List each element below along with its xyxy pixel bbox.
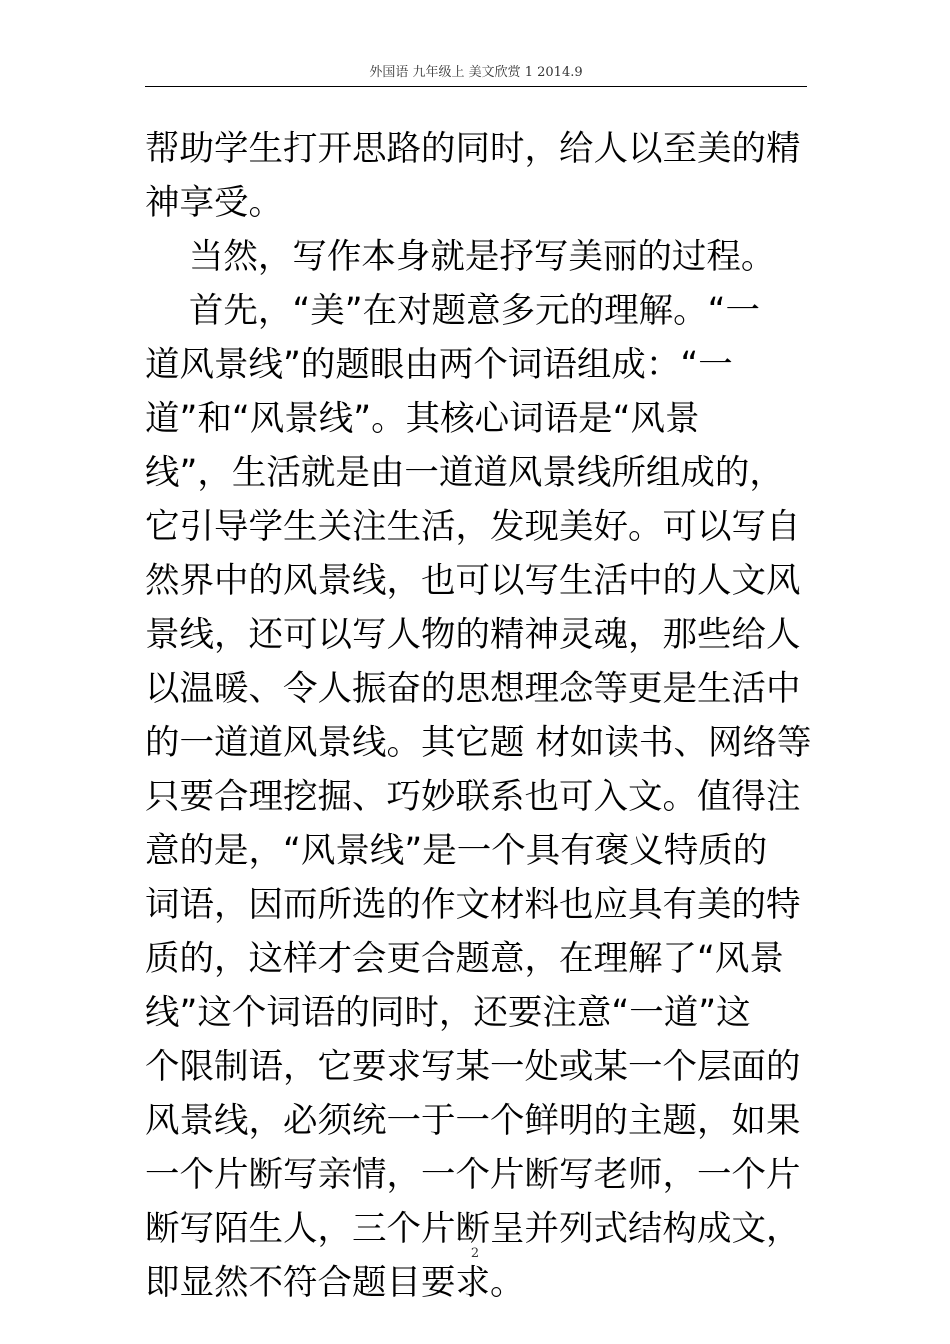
text-line: 道风景线”的题眼由两个词语组成：“一: [145, 345, 733, 385]
text-line: 首先，“美”在对题意多元的理解。“一: [145, 291, 760, 331]
header-divider: [145, 86, 807, 87]
text-line: 帮助学生打开思路的同时，给人以至美的精: [145, 129, 801, 169]
text-line: 只要合理挖掘、巧妙联系也可入文。值得注: [145, 777, 801, 817]
text-line: 意的是，“风景线”是一个具有褒义特质的: [145, 831, 768, 871]
page-number: 2: [470, 1246, 480, 1261]
text-line: 以温暖、令人振奋的思想理念等更是生活中: [145, 669, 801, 709]
text-line: 个限制语，它要求写某一处或某一个层面的: [145, 1047, 801, 1087]
text-line: 然界中的风景线，也可以写生活中的人文风: [145, 561, 801, 601]
text-line: 当然，写作本身就是抒写美丽的过程。: [145, 237, 776, 277]
text-line: 一个片断写亲情，一个片断写老师，一个片: [145, 1155, 801, 1195]
text-line: 质的，这样才会更合题意，在理解了“风景: [145, 939, 784, 979]
text-line: 线”这个词语的同时，还要注意“一道”这: [145, 993, 751, 1033]
text-line: 即显然不符合题目要求。: [145, 1263, 525, 1303]
text-line: 它引导学生关注生活，发现美好。可以写自: [145, 507, 801, 547]
page-header: 外国语 九年级上 美文欣赏 1 2014.9: [369, 65, 583, 80]
text-line: 线”，生活就是由一道道风景线所组成的，: [145, 453, 784, 493]
text-line: 断写陌生人，三个片断呈并列式结构成文，: [145, 1209, 801, 1249]
text-line: 词语，因而所选的作文材料也应具有美的特: [145, 885, 801, 925]
text-line: 风景线，必须统一于一个鲜明的主题，如果: [145, 1101, 801, 1141]
text-line: 的一道道风景线。其它题 材如读书、网络等: [145, 723, 812, 763]
body-text: [145, 122, 811, 1310]
text-line: 道”和“风景线”。其核心词语是“风景: [145, 399, 700, 439]
text-line: 景线，还可以写人物的精神灵魂，那些给人: [145, 615, 801, 655]
text-line: 神享受。: [145, 183, 283, 223]
